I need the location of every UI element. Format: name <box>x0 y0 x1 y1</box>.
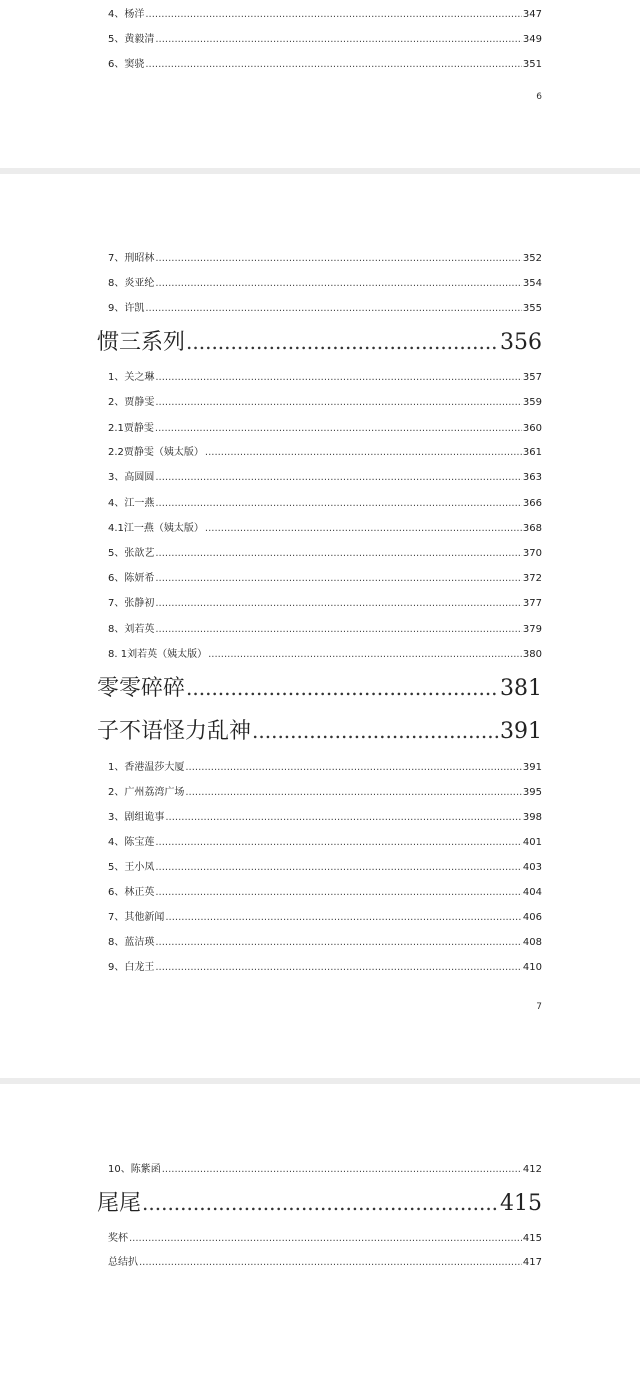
toc-entry[interactable] <box>108 396 542 410</box>
toc-entry-page: 379 <box>522 624 542 635</box>
document-page-7 <box>0 174 640 1078</box>
toc-entry-page: 354 <box>522 278 542 289</box>
toc-entry-label: 2.1贾静雯 <box>108 423 154 434</box>
toc-section-heading[interactable] <box>97 717 542 745</box>
toc-leader-dots <box>185 786 522 800</box>
toc-entry[interactable] <box>108 522 542 536</box>
toc-entry[interactable] <box>108 572 542 586</box>
toc-entry-page: 347 <box>522 9 542 20</box>
toc-entry[interactable] <box>108 911 542 925</box>
toc-entry-page: 403 <box>522 862 542 873</box>
toc-entry-label: 5、黄毅清 <box>108 34 155 45</box>
toc-entry-page: 395 <box>522 787 542 798</box>
toc-entry[interactable] <box>108 58 542 72</box>
toc-entry[interactable] <box>108 648 542 662</box>
toc-entry[interactable] <box>108 761 542 775</box>
toc-section-label: 零零碎碎 <box>97 676 186 701</box>
toc-entry[interactable] <box>108 786 542 800</box>
toc-leader-dots <box>155 33 522 47</box>
toc-entry[interactable] <box>108 252 542 266</box>
toc-entry-label: 6、林正英 <box>108 887 155 898</box>
toc-section-label: 惯三系列 <box>97 330 186 355</box>
toc-entry-page: 412 <box>522 1164 542 1175</box>
toc-entry-page: 404 <box>522 887 542 898</box>
toc-leader-dots <box>139 1256 522 1270</box>
toc-entry-page: 377 <box>522 598 542 609</box>
toc-leader-dots <box>165 911 522 925</box>
toc-leader-dots <box>185 761 522 775</box>
toc-leader-dots <box>155 471 522 485</box>
toc-entry[interactable] <box>108 811 542 825</box>
toc-section-page: 391 <box>500 719 542 744</box>
toc-entry[interactable] <box>108 8 542 22</box>
toc-entry[interactable] <box>108 446 542 460</box>
toc-entry-page: 359 <box>522 397 542 408</box>
toc-leader-dots <box>208 648 522 662</box>
toc-entry-page: 408 <box>522 937 542 948</box>
toc-entry-page: 370 <box>522 548 542 559</box>
toc-entry-label: 4.1江一燕（姨太版） <box>108 523 204 534</box>
toc-leader-dots <box>155 422 522 436</box>
toc-section-page: 356 <box>500 330 542 355</box>
toc-entry-label: 2、广州荔湾广场 <box>108 787 185 798</box>
toc-leader-dots <box>155 836 522 850</box>
toc-entry-label: 8、炎亚纶 <box>108 278 155 289</box>
toc-entry-label: 5、王小凤 <box>108 862 155 873</box>
toc-entry-label: 1、香港温莎大厦 <box>108 762 185 773</box>
toc-leader-dots <box>155 597 522 611</box>
toc-entry-page: 410 <box>522 962 542 973</box>
toc-entry-page: 349 <box>522 34 542 45</box>
toc-entry-label: 6、窦骁 <box>108 59 145 70</box>
toc-leader-dots <box>165 811 522 825</box>
toc-entry[interactable] <box>108 497 542 511</box>
toc-entry[interactable] <box>108 422 542 436</box>
toc-leader-dots <box>145 58 522 72</box>
toc-section-heading[interactable] <box>97 1189 542 1217</box>
toc-entry-page: 401 <box>522 837 542 848</box>
toc-leader-dots <box>145 8 522 22</box>
toc-leader-dots <box>155 623 522 637</box>
toc-leader-dots <box>155 497 522 511</box>
toc-entry[interactable] <box>108 623 542 637</box>
toc-entry[interactable] <box>108 302 542 316</box>
toc-entry-page: 398 <box>522 812 542 823</box>
toc-entry[interactable] <box>108 597 542 611</box>
toc-entry-label: 4、杨洋 <box>108 9 145 20</box>
toc-entry-page: 368 <box>522 523 542 534</box>
toc-entry-label: 7、刑昭林 <box>108 253 155 264</box>
toc-leader-dots <box>155 861 522 875</box>
toc-entry-page: 351 <box>522 59 542 70</box>
toc-leader-dots <box>162 1163 522 1177</box>
page-number: 7 <box>536 1002 542 1012</box>
toc-entry-label: 1、关之琳 <box>108 372 155 383</box>
toc-entry-page: 361 <box>522 447 542 458</box>
toc-section-heading[interactable] <box>97 328 542 356</box>
toc-entry-page: 363 <box>522 472 542 483</box>
toc-entry-label: 2、贾静雯 <box>108 397 155 408</box>
toc-entry-label: 8. 1刘若英（姨太版） <box>108 649 208 660</box>
toc-leader-dots <box>155 547 522 561</box>
toc-entry-page: 366 <box>522 498 542 509</box>
toc-entry[interactable] <box>108 861 542 875</box>
toc-leader-dots <box>155 252 522 266</box>
toc-leader-dots <box>205 522 522 536</box>
toc-entry-label: 7、张静初 <box>108 598 155 609</box>
toc-entry-label: 3、剧组诡事 <box>108 812 165 823</box>
toc-entry-page: 415 <box>522 1233 542 1244</box>
toc-section-page: 415 <box>500 1191 542 1216</box>
toc-leader-dots <box>252 717 499 745</box>
toc-entry-label: 奖杯 <box>108 1233 128 1244</box>
toc-section-page: 381 <box>500 676 542 701</box>
toc-leader-dots <box>205 446 522 460</box>
toc-entry[interactable] <box>108 471 542 485</box>
toc-entry[interactable] <box>108 33 542 47</box>
toc-entry-label: 总结扒 <box>108 1257 138 1268</box>
toc-leader-dots <box>142 1189 499 1217</box>
toc-entry-label: 8、蓝洁瑛 <box>108 937 155 948</box>
toc-entry-page: 355 <box>522 303 542 314</box>
toc-section-heading[interactable] <box>97 674 542 702</box>
toc-entry[interactable] <box>108 1163 542 1177</box>
toc-entry-label: 4、陈宝莲 <box>108 837 155 848</box>
toc-section-label: 尾尾 <box>97 1191 142 1216</box>
toc-leader-dots <box>186 674 499 702</box>
toc-entry-page: 391 <box>522 762 542 773</box>
toc-leader-dots <box>155 277 522 291</box>
toc-entry[interactable] <box>108 1232 542 1246</box>
page-number: 6 <box>536 92 542 102</box>
toc-entry[interactable] <box>108 886 542 900</box>
toc-entry-label: 5、张歆艺 <box>108 548 155 559</box>
toc-leader-dots <box>155 396 522 410</box>
toc-entry-page: 372 <box>522 573 542 584</box>
toc-entry[interactable] <box>108 1256 542 1270</box>
toc-entry[interactable] <box>108 836 542 850</box>
toc-leader-dots <box>129 1232 522 1246</box>
toc-entry-label: 4、江一燕 <box>108 498 155 509</box>
toc-entry-label: 9、许凯 <box>108 303 145 314</box>
toc-leader-dots <box>155 961 522 975</box>
toc-leader-dots <box>186 328 499 356</box>
toc-entry-page: 406 <box>522 912 542 923</box>
toc-entry[interactable] <box>108 936 542 950</box>
toc-entry-label: 3、高圆圆 <box>108 472 155 483</box>
toc-entry-label: 9、白龙王 <box>108 962 155 973</box>
toc-entry[interactable] <box>108 961 542 975</box>
toc-leader-dots <box>155 572 522 586</box>
toc-entry-page: 380 <box>522 649 542 660</box>
toc-entry-page: 360 <box>522 423 542 434</box>
document-page-8 <box>0 1084 640 1386</box>
toc-entry-page: 357 <box>522 372 542 383</box>
toc-entry[interactable] <box>108 371 542 385</box>
toc-leader-dots <box>155 886 522 900</box>
toc-entry-label: 6、陈妍希 <box>108 573 155 584</box>
toc-leader-dots <box>155 371 522 385</box>
toc-entry-label: 2.2贾静雯（姨太版） <box>108 447 204 458</box>
document-page-6 <box>0 0 640 168</box>
toc-entry-page: 352 <box>522 253 542 264</box>
toc-entry-label: 8、刘若英 <box>108 624 155 635</box>
toc-entry-label: 10、陈紫函 <box>108 1164 161 1175</box>
toc-section-label: 子不语怪力乱神 <box>97 719 252 744</box>
toc-entry-page: 417 <box>522 1257 542 1268</box>
toc-entry[interactable] <box>108 547 542 561</box>
toc-entry[interactable] <box>108 277 542 291</box>
toc-leader-dots <box>155 936 522 950</box>
toc-leader-dots <box>145 302 522 316</box>
toc-entry-label: 7、其他新闻 <box>108 912 165 923</box>
